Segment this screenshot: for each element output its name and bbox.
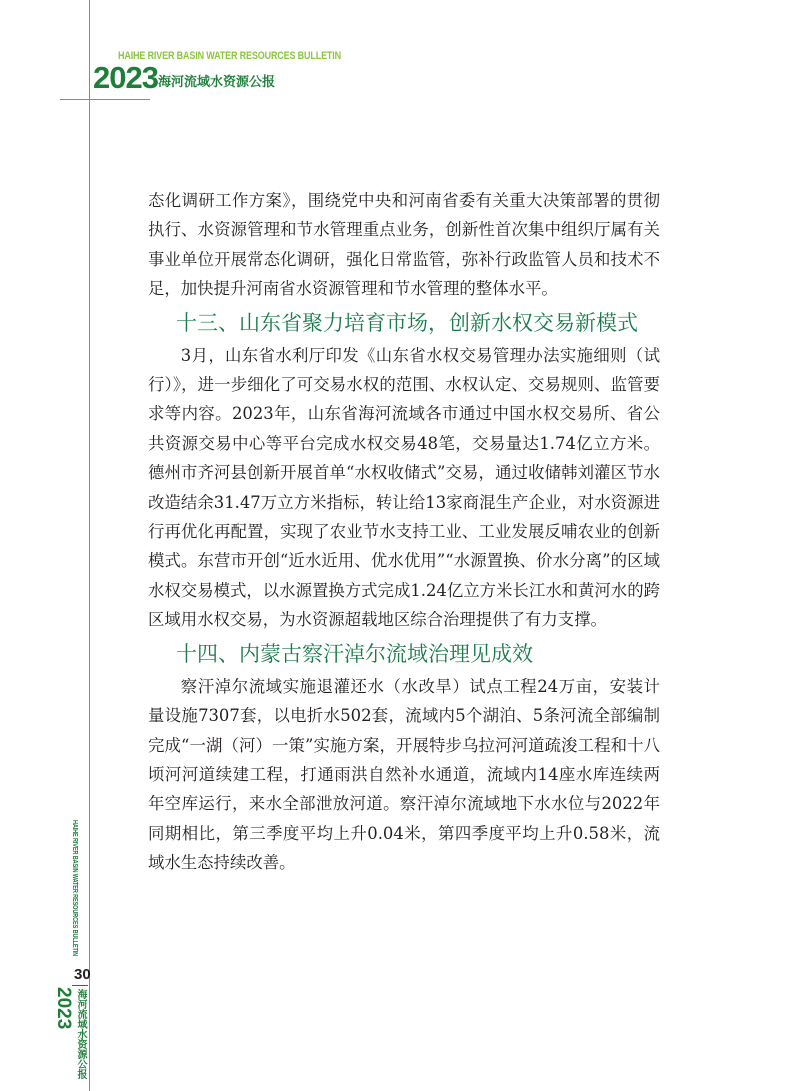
- page-number-rule: [72, 985, 88, 986]
- paragraph-shandong: 3月，山东省水利厅印发《山东省水权交易管理办法实施细则（试行）》，进一步细化了可交易水权的范围、水权认定、交易规则、监管要求等内容。2023年，山东省海河流域各市通过中国水权交易所、省公共资源交易中心等平台完成水权交易48笔，交易量达1.74亿立方米。德州市齐河县创新开展首单“水权收储式”交易，通过收储韩刘灌区节水改造结余31.47万立方米指标，转让给13家商混生产企业，对水资源进行再优化再配置，实现了农业节水支持工业、工业发展反哺农业的创新模式。东营市开创“近水近用、优水优用”“水源置换、价水分离”的区域水权交易模式，以水源置换方式完成1.24亿立方米长江水和黄河水的跨区域用水权交易，为水资源超载地区综合治理提供了有力支撑。: [148, 345, 660, 630]
- side-english-title: HAIHE RIVER BASIN WATER RESOURCES BULLETIN: [71, 820, 78, 956]
- vertical-rule: [89, 0, 90, 1091]
- side-year: 2023: [53, 987, 74, 1030]
- paragraph-continued: 态化调研工作方案》，围绕党中央和河南省委有关重大决策部署的贯彻执行、水资源管理和节水管理重点业务，创新性首次集中组织厅属有关事业单位开展常态化调研，强化日常监管，弥补行政监管人员和技术不足，加快提升河南省水资源管理和节水管理的整体水平。: [148, 191, 660, 299]
- header-year: 2023: [93, 60, 158, 95]
- header-rule: [60, 99, 150, 100]
- side-chinese-title: 海河流域水资源公报: [75, 989, 86, 1079]
- page-body: [148, 186, 660, 878]
- page-number: 30: [74, 966, 91, 983]
- section-heading-14: 十四、内蒙古察汗淖尔流域治理见成效: [176, 641, 533, 666]
- header-chinese-title: 海河流域水资源公报: [158, 75, 276, 90]
- paragraph-chagan-nur: 察汗淖尔流域实施退灌还水（水改旱）试点工程24万亩，安装计量设施7307套，以电折水502套，流域内5个湖泊、5条河流全部编制完成“一湖（河）一策”实施方案，开展特步乌拉河河道疏浚工程和十八顷河河道续建工程，打通雨洪自然补水通道，流域内14座水库连续两年空库运行，来水全部泄放河道。察汗淖尔流域地下水水位与2022年同期相比，第三季度平均上升0.04米，第四季度平均上升0.58米，流域水生态持续改善。: [148, 676, 660, 873]
- header-english-title: HAIHE RIVER BASIN WATER RESOURCES BULLETIN: [118, 50, 341, 62]
- section-heading-13: 十三、山东省聚力培育市场，创新水权交易新模式: [176, 310, 638, 335]
